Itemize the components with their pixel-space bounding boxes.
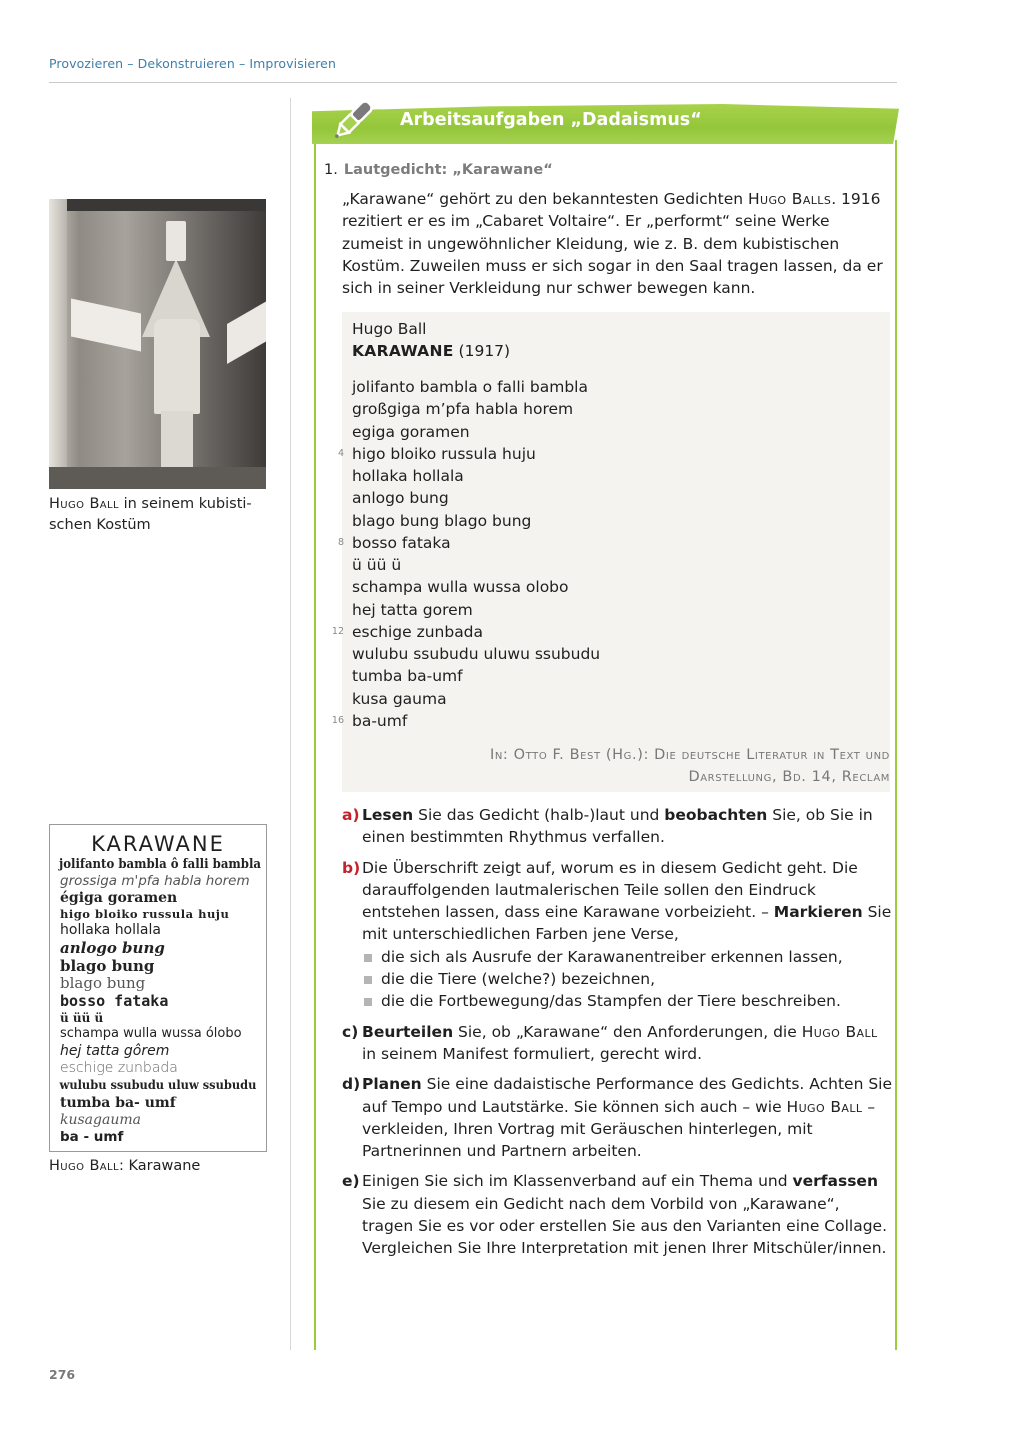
line-number: 8 <box>337 536 344 548</box>
bullet-item <box>362 968 894 990</box>
caption-name: Hugo Ball <box>49 496 119 512</box>
task-number: 1. <box>324 162 338 178</box>
karawane-image-line: schampa wulla wussa ólobo <box>60 1026 242 1041</box>
square-bullet-icon <box>364 998 372 1006</box>
source-line-1: In: Otto F. Best (Hg.): Die deutsche Literatur in Text und <box>489 747 890 763</box>
karawane-image-line: hollaka hollala <box>60 922 161 938</box>
poem-line <box>352 398 600 420</box>
keyword: Markieren <box>773 903 863 922</box>
bullet-item <box>362 946 894 968</box>
keyword: verfassen <box>792 1172 878 1191</box>
subtask-b <box>342 857 894 1013</box>
poem-line <box>331 621 600 643</box>
karawane-image-line: higo bloiko russula huju <box>60 907 230 921</box>
poem-source <box>370 744 890 788</box>
poem-title-line <box>352 340 510 362</box>
banner-title: Arbeitsaufgaben „Dadaismus“ <box>400 110 702 130</box>
keyword: beobachten <box>664 806 768 824</box>
poem-line-text: bosso fataka <box>352 533 451 552</box>
bullet-item <box>362 990 894 1012</box>
keyword: Lesen <box>362 806 414 824</box>
subtask-label: a) <box>342 806 360 824</box>
subtask-text: Sie eine dadaistische Performance des Gedichts. Achten Sie auf Tempo und Lautstärke. Sie können sich auch – wie <box>362 1075 893 1116</box>
poem-line <box>352 421 600 443</box>
person-name: Hugo Ball <box>786 1097 863 1116</box>
poem-line <box>352 554 600 576</box>
subtask-e <box>342 1170 894 1259</box>
poem-line <box>352 643 600 665</box>
poem-line-text: jolifanto bambla o falli bambla <box>352 378 588 396</box>
karawane-image-line: blago bung <box>60 974 146 992</box>
subtask-text: in seinem Manifest formuliert, gerecht wird. <box>362 1044 702 1063</box>
poem-line-text: ba-umf <box>352 711 408 730</box>
subtask-text: Sie zu diesem ein Gedicht nach dem Vorbild von „Karawane“, tragen Sie es vor oder erstellen Sie aus den Varianten eine Collage. Vergleichen Sie Ihre Interpretation mit jenen Ihrer Mitschüler/innen. <box>362 1194 888 1258</box>
subtask-text: Die Überschrift zeigt auf, worum es in diesem Gedicht geht. Die darauffolgenden lautmalerischen Teile sollen den Eindruck entstehen lassen, dass eine Karawane vorbeizieht. – <box>362 858 858 922</box>
bullet-text: die die Fortbewegung/das Stampfen der Tiere beschreiben. <box>381 992 841 1011</box>
subtask-d <box>342 1073 894 1162</box>
poem-line <box>352 599 600 621</box>
poem-year: (1917) <box>458 342 511 360</box>
photo-caption <box>49 494 269 536</box>
line-number: 12 <box>331 625 344 637</box>
caption-name: Hugo Ball <box>49 1158 119 1174</box>
person-name: Hugo Ball <box>801 1022 878 1041</box>
karawane-image-title: KARAWANE <box>91 832 225 856</box>
karawane-image-line: bosso fataka <box>60 992 169 1010</box>
poem-line-text: kusa gauma <box>352 689 447 708</box>
subtask-text: Sie mit unterschiedlichen Farben jene Verse, <box>362 903 892 944</box>
poem-line <box>352 487 600 509</box>
source-line-2: Darstellung, Bd. 14, Reclam <box>688 769 890 785</box>
subtask-c <box>342 1021 894 1066</box>
poem-line <box>352 376 600 398</box>
poem-author: Hugo Ball <box>352 320 427 338</box>
subtask-a <box>342 804 894 849</box>
poem-line-text: ü üü ü <box>352 556 402 574</box>
poem-line <box>352 465 600 487</box>
caption-text: in seinem kubisti- <box>118 496 252 512</box>
karawane-image-line: ba - umf <box>60 1129 124 1145</box>
task-title: Lautgedicht: „Karawane“ <box>343 162 553 178</box>
karawane-image-line: égiga goramen <box>60 890 178 906</box>
poem-line-text: großgiga m’pfa habla horem <box>352 400 574 419</box>
line-number: 16 <box>331 714 344 726</box>
intro-text-2: . 1916 rezitiert er es im „Cabaret Voltaire“. Er „performt“ seine Werke zumeist in ungewöhnlicher Kleidung, wie z. B. dem kubistischen Kostüm. Zuweilen muss er sich sogar in den Saal tragen lassen, da er sich in seiner Verkleidung nur schwer bewegen kann. <box>342 190 883 298</box>
poem-line <box>352 688 600 710</box>
karawane-image-line: tumba ba- umf <box>60 1095 176 1111</box>
running-head: Provozieren – Dekonstruieren – Improvisieren <box>49 56 336 71</box>
square-bullet-icon <box>364 976 372 984</box>
intro-text-1: „Karawane“ gehört zu den bekanntesten Gedichten <box>342 190 748 208</box>
karawane-image-line: jolifanto bambla ô falli bambla <box>59 857 262 872</box>
poem-lines <box>331 376 601 732</box>
karawane-typographic-image <box>49 824 267 1152</box>
caption-text-2: schen Kostüm <box>49 517 151 533</box>
bullet-list <box>362 946 894 1013</box>
poem-line-text: higo bloiko russula huju <box>352 444 536 463</box>
header-divider <box>49 82 897 83</box>
poem-line <box>352 510 600 532</box>
poem-line-text: eschige zunbada <box>352 622 484 641</box>
line-number: 4 <box>337 447 344 459</box>
task-heading <box>324 162 553 178</box>
subtask-label: e) <box>342 1172 360 1191</box>
karawane-image-line: ü üü ü <box>60 1011 104 1025</box>
karawane-image-line: anlogo bung <box>60 939 165 957</box>
square-bullet-icon <box>364 954 372 962</box>
poem-line <box>337 532 600 554</box>
subtask-label: d) <box>342 1075 361 1094</box>
poem-line-text: egiga goramen <box>352 422 470 441</box>
hugo-ball-costume-photo <box>49 199 266 489</box>
poem-line <box>352 576 600 598</box>
karawane-image-line: grossiga m'pfa habla horem <box>60 873 250 889</box>
karawane-image-line: eschige zunbada <box>60 1060 178 1076</box>
karawane-image-caption <box>49 1156 200 1177</box>
bullet-text: die sich als Ausrufe der Karawanentreiber erkennen lassen, <box>381 947 843 966</box>
karawane-image-line: kusagauma <box>60 1112 141 1128</box>
karawane-image-line: blago bung <box>60 957 155 975</box>
poem-line-text: hollaka hollala <box>352 467 464 485</box>
poem-line <box>352 665 600 687</box>
poem-line-text: wulubu ssubudu uluwu ssubudu <box>352 645 601 663</box>
page-number: 276 <box>49 1367 76 1382</box>
keyword: Beurteilen <box>362 1022 454 1041</box>
subtask-text: Sie, ob „Karawane“ den Anforderungen, die <box>453 1022 802 1041</box>
intro-name: Hugo Balls <box>747 190 832 208</box>
subtask-text: – verkleiden, Ihren Vortrag mit Geräuschen hinterlegen, mit Partnerinnen und Partnern arbeiten. <box>362 1097 876 1161</box>
poem-line <box>331 710 600 732</box>
caption-text: : Karawane <box>118 1158 201 1174</box>
poem-line <box>337 443 600 465</box>
poem-line-text: hej tatta gorem <box>352 600 473 619</box>
intro-paragraph <box>342 188 894 299</box>
karawane-image-lines <box>50 856 266 1146</box>
keyword: Planen <box>362 1075 422 1094</box>
poem-title: KARAWANE <box>352 342 454 360</box>
karawane-image-line: hej tatta gôrem <box>60 1043 170 1059</box>
subtask-list <box>342 804 894 1268</box>
poem-line-text: tumba ba-umf <box>352 667 463 686</box>
subtask-text: Einigen Sie sich im Klassenverband auf ein Thema und <box>362 1172 793 1191</box>
pencil-icon <box>326 98 376 146</box>
subtask-text: Sie, ob Sie in einen bestimmten Rhythmus verfallen. <box>362 806 873 847</box>
karawane-image-line: wulubu ssubudu uluw ssubudu <box>59 1078 257 1092</box>
subtask-text: Sie das Gedicht (halb-)laut und <box>413 806 665 824</box>
bullet-text: die die Tiere (welche?) bezeichnen, <box>381 970 656 989</box>
column-divider <box>290 98 291 1350</box>
poem-line-text: anlogo bung <box>352 489 449 508</box>
poem-line-text: blago bung blago bung <box>352 511 532 530</box>
poem-line-text: schampa wulla wussa olobo <box>352 578 569 597</box>
subtask-label: c) <box>342 1022 359 1041</box>
subtask-label: b) <box>342 858 361 877</box>
